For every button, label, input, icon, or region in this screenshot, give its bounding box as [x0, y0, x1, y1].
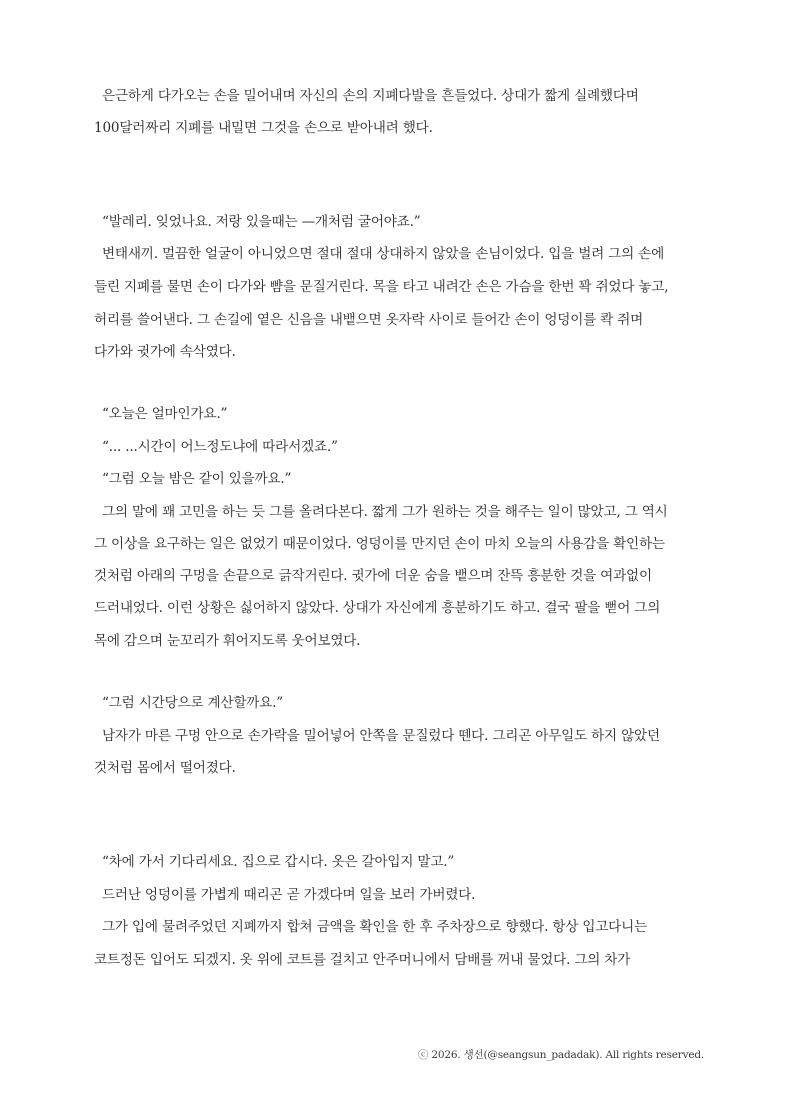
paragraph-line: 코트정돈 입어도 되겠지. 옷 위에 코트를 걸치고 안주머니에서 담배를 꺼내 물었다. 그의 차가: [94, 952, 631, 968]
paragraph-line: 것처럼 몸에서 떨어졌다.: [94, 760, 236, 776]
paragraph-line: 드러난 엉덩이를 가볍게 때리곤 곧 가겠다며 일을 보러 가버렸다.: [102, 887, 476, 903]
paragraph-line: 그가 입에 물려주었던 지폐까지 합쳐 금액을 확인을 한 후 주차장으로 향했다. 항상 입고다니는: [102, 919, 647, 935]
paragraph-line: 그의 말에 꽤 고민을 하는 듯 그를 올려다본다. 짧게 그가 원하는 것을 해주는 일이 많았고, 그 역시: [102, 504, 668, 520]
paragraph-line: 허리를 쓸어낸다. 그 손길에 옅은 신음을 내뱉으면 옷자락 사이로 들어간 손이 엉덩이를 콱 쥐며: [94, 312, 644, 328]
dialogue-line: “오늘은 얼마인가요.”: [102, 406, 228, 422]
paragraph-line: 남자가 마른 구멍 안으로 손가락을 밀어넣어 안쪽을 문질렀다 뗀다. 그리곤 아무일도 하지 않았던: [102, 728, 660, 744]
paragraph-line: 것처럼 아래의 구멍을 손끝으로 긁작거린다. 귓가에 더운 숨을 뱉으며 잔뜩 흥분한 것을 여과없이: [94, 568, 652, 584]
copyright-notice: ⓒ 2026. 생선(@seangsun_padadak). All rights reserved.: [417, 1049, 704, 1061]
dialogue-line: “... ...시간이 어느정도냐에 따라서겠죠.”: [102, 439, 338, 455]
dialogue-line: “차에 가서 기다리세요. 집으로 갑시다. 옷은 갈아입지 말고.”: [102, 854, 455, 870]
dialogue-line: “발레리. 잊었나요. 저랑 있을때는 —개처럼 굴어야죠.”: [102, 214, 421, 230]
dialogue-line: “그럼 시간당으로 계산할까요.”: [102, 695, 284, 711]
paragraph-line: 목에 감으며 눈꼬리가 휘어지도록 웃어보였다.: [94, 633, 361, 649]
dialogue-line: “그럼 오늘 밤은 같이 있을까요.”: [102, 471, 292, 487]
paragraph-line: 들린 지폐를 물면 손이 다가와 뺨을 문질거린다. 목을 타고 내려간 손은 가슴을 한번 꽉 쥐었다 놓고,: [94, 279, 669, 295]
paragraph-line: 드러내었다. 이런 상황은 싫어하지 않았다. 상대가 자신에게 흥분하기도 하고. 결국 팔을 뻗어 그의: [94, 600, 661, 616]
paragraph-line: 100달러짜리 지폐를 내밀면 그것을 손으로 받아내려 했다.: [94, 120, 433, 136]
paragraph-line: 그 이상을 요구하는 일은 없었기 때문이었다. 엉덩이를 만지던 손이 마치 오늘의 사용감을 확인하는: [94, 536, 665, 552]
paragraph-line: 변태새끼. 멀끔한 얼굴이 아니었으면 절대 절대 상대하지 않았을 손님이었다. 입을 벌려 그의 손에: [102, 246, 665, 262]
paragraph-line: 은근하게 다가오는 손을 밀어내며 자신의 손의 지폐다발을 흔들었다. 상대가 짧게 실례했다며: [102, 88, 639, 104]
paragraph-line: 다가와 귓가에 속삭였다.: [94, 344, 236, 360]
